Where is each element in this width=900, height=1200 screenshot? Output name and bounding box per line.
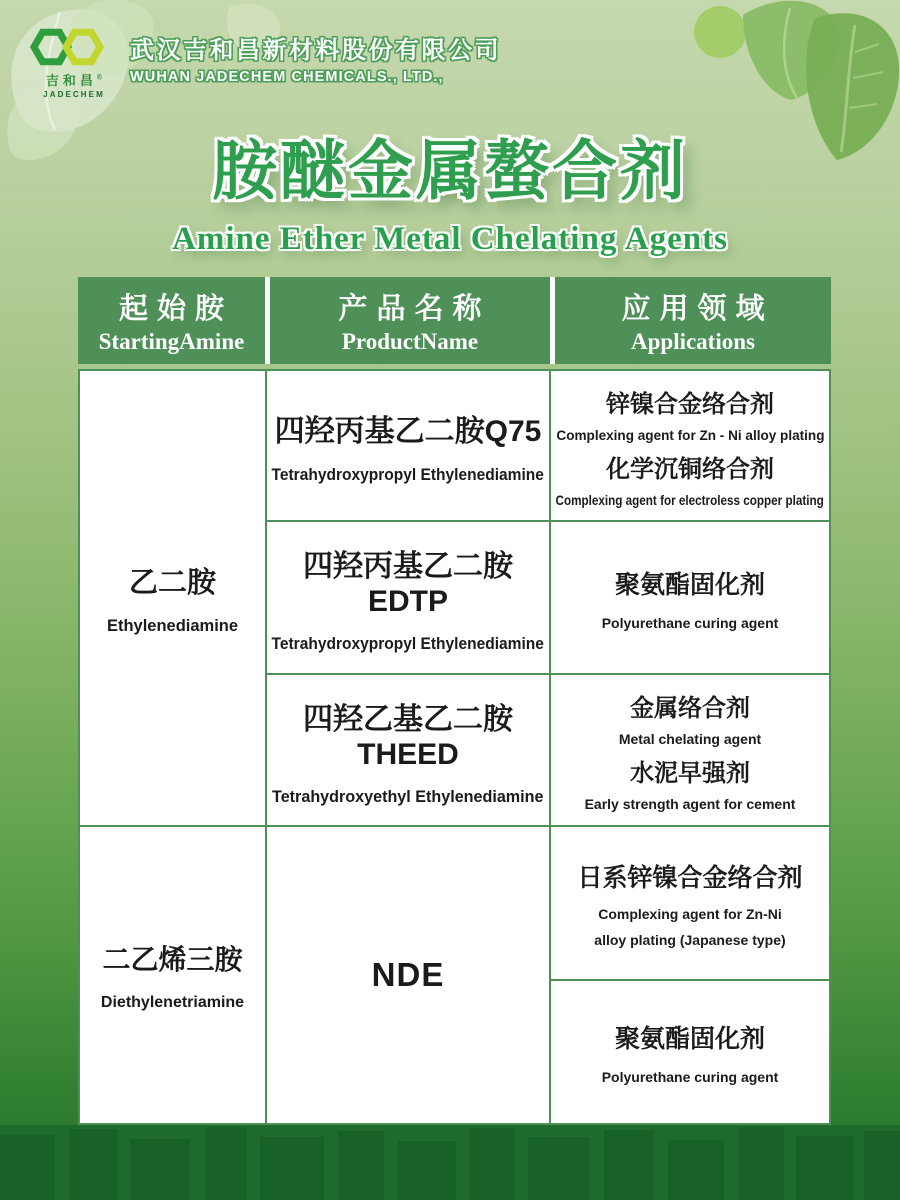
logo-text: 吉和昌® [45,73,103,88]
page-title-en: Amine Ether Metal Chelating Agents [172,221,728,257]
applications-cell-row2 [551,522,829,673]
product-cell-nde: NDE [267,827,549,1123]
company-name-block [130,24,501,85]
chelating-agents-table [78,277,831,1125]
application-item: 化学沉铜络合剂 Complexing agent for electroless copper plating [555,455,825,508]
application-item: 锌镍合金络合剂 Complexing agent for Zn - Ni alloy plating [555,390,825,443]
table-header-row [78,277,831,364]
applications-cell-row1 [551,371,829,520]
applications-cell-row4a [551,827,829,979]
application-item: 水泥早强剂 Early strength agent for cement [584,760,796,812]
company-logo [30,24,118,99]
application-item: 聚氨酯固化剂 Polyurethane curing agent [601,570,779,631]
logo-subtext: JADECHEM [43,90,105,99]
product-cell-theed: 四羟乙基乙二胺THEED Tetrahydroxyethyl Ethylenediamine [267,675,549,825]
column-header-starting-amine: 起始胺 StartingAmine [78,277,265,364]
title-block [0,118,900,258]
product-cell-edtp: 四羟丙基乙二胺EDTP Tetrahydroxypropyl Ethylenediamine [267,522,549,673]
column-header-product-name: 产品名称 ProductName [270,277,550,364]
page-title-zh: 胺醚金属螯合剂 [211,134,688,207]
table-body [78,369,831,1125]
company-name-zh: 武汉吉和昌新材料股份有限公司 [130,37,501,64]
jadechem-hexagons-icon [30,24,104,70]
amine-cell-diethylenetriamine: 二乙烯三胺 Diethylenetriamine [80,827,265,1123]
application-item: 日系锌镍合金络合剂 Complexing agent for Zn-Ni alloy plating (Japanese type) [577,864,803,948]
application-item: 聚氨酯固化剂 Polyurethane curing agent [601,1025,779,1085]
registered-mark: ® [96,74,103,82]
amine-cell-ethylenediamine: 乙二胺 Ethylenediamine [80,371,265,825]
city-skyline-band-icon [0,1125,900,1200]
company-name-en: WUHAN JADECHEM CHEMICALS., LTD., [130,69,444,85]
applications-cell-row4b [551,981,829,1123]
applications-cell-row3 [551,675,829,825]
product-cell-q75: 四羟丙基乙二胺Q75 Tetrahydroxypropyl Ethylenediamine [267,371,549,520]
application-item: 金属络合剂 Metal chelating agent [618,695,762,747]
column-header-applications: 应用领域 Applications [555,277,831,364]
brand-header [30,24,501,99]
